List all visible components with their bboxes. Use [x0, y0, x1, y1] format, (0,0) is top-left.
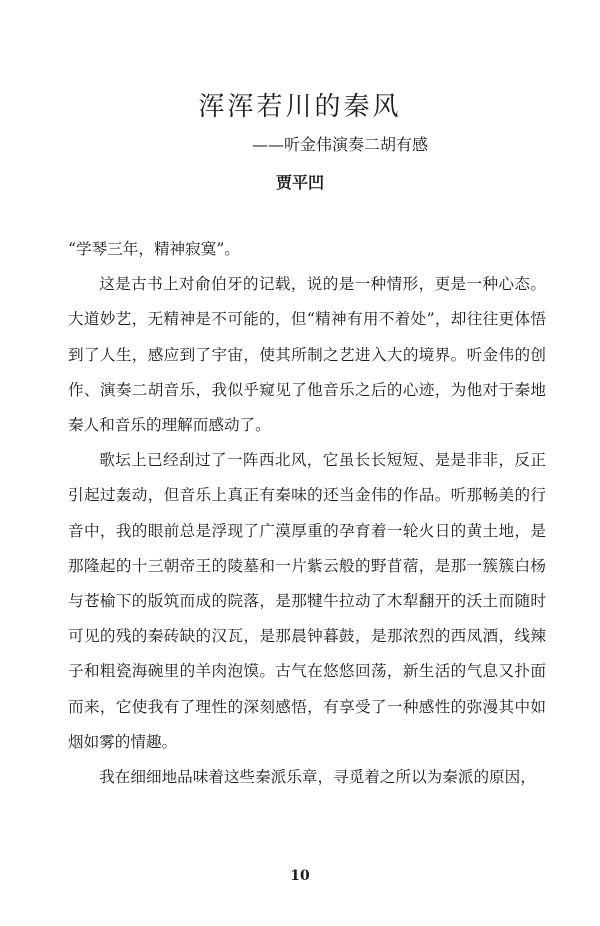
- paragraph: 歌坛上已经刮过了一阵西北风，它虽长长短短、是是非非，反正引起过轰动，但音乐上真正有秦味的还当金伟的作品。听那畅美的行音中，我的眼前总是浮现了广漠厚重的孕育着一轮火日的黄土地，是那隆起的十三朝帝王的陵墓和一片紫云般的野苜蓿，是那一簇簇白杨与苍榆下的版筑而成的院落，是那犍牛拉动了木犁翻开的沃土而随时可见的残的秦砖缺的汉瓦，是那晨钟暮鼓，是那浓烈的西凤酒，线辣子和粗瓷海碗里的羊肉泡馍。古气在悠悠回荡，新生活的气息又扑面而来，它使我有了理性的深刻感悟，有享受了一种感性的弥漫其中如烟如雾的情趣。: [68, 451, 546, 751]
- paragraph: 这是古书上对俞伯牙的记载，说的是一种情形，更是一种心态。大道妙艺，无精神是不可能的，但“精神有用不着处”，却往往更体悟到了人生，感应到了宇宙，使其所制之艺进入大的境界。听金伟的创作、演奏二胡音乐，我似乎窥见了他音乐之后的心迹，为他对于秦地秦人和音乐的理解而感动了。: [68, 275, 546, 435]
- article-title: 浑浑若川的秦风: [198, 92, 402, 122]
- paragraph-quote: “学琴三年，精神寂寞”。: [68, 240, 240, 258]
- article-body: [68, 232, 546, 795]
- article-author: 贾平凹: [275, 173, 324, 192]
- paragraph: 我在细细地品味着这些秦派乐章，寻觅着之所以为秦派的原因，: [99, 768, 536, 787]
- article-subtitle: ——听金伟演奏二胡有感: [252, 135, 429, 154]
- page-number: 10: [290, 868, 310, 884]
